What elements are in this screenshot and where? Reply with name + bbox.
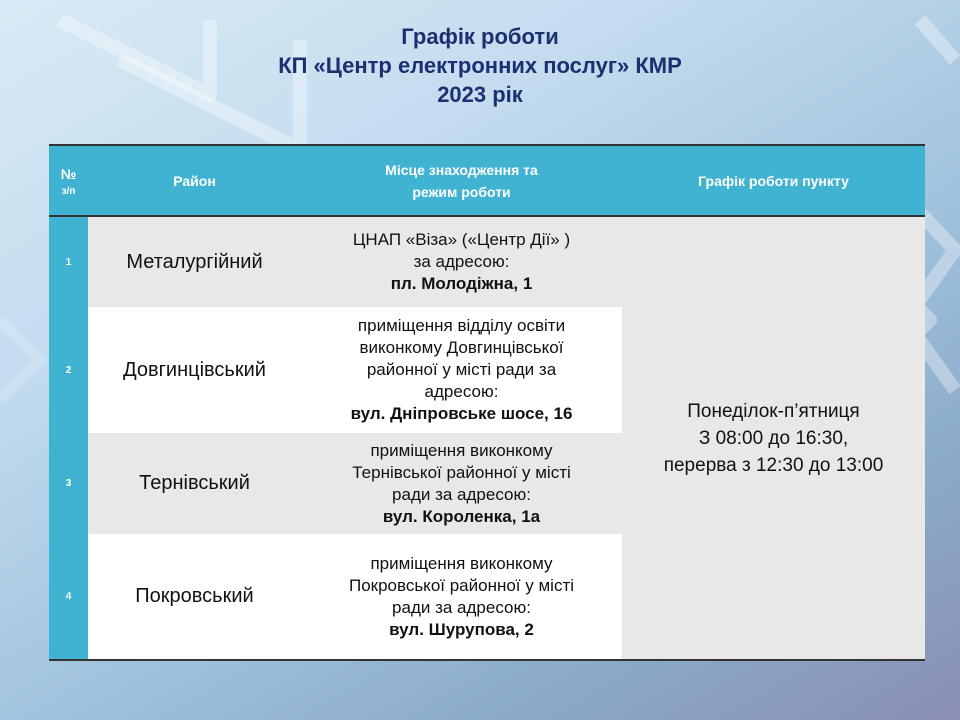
address-text: пл. Молодіжна, 1 — [390, 274, 533, 293]
district-cell: Довгинцівський — [88, 307, 301, 433]
schedule-cell — [622, 216, 925, 660]
schedule-line-3: перерва з 12:30 до 13:00 — [663, 454, 884, 476]
place-line: приміщення відділу освіти — [357, 316, 566, 335]
place-line: ради за адресою: — [392, 597, 531, 617]
place-line: ЦНАП «Віза» («Центр Дії» ) — [352, 230, 571, 249]
place-line: приміщення виконкому — [370, 440, 553, 460]
place-line: Покровської районної у місті — [348, 575, 575, 595]
header-number — [49, 145, 88, 216]
schedule-line-2: З 08:00 до 16:30, — [698, 427, 849, 449]
title-line-2: КП «Центр електронних послуг» КМР — [278, 53, 682, 78]
page-title — [0, 22, 960, 109]
table-header-row — [49, 145, 925, 216]
header-place-line-1: Місце знаходження та — [385, 161, 538, 178]
district-cell: Металургійний — [88, 216, 301, 307]
header-district: Район — [88, 145, 301, 216]
place-cell — [301, 534, 622, 660]
header-number-main: № — [60, 165, 77, 182]
place-line: Тернівської районної у місті — [352, 462, 571, 482]
row-number: 2 — [49, 307, 88, 433]
place-line: районної у місті ради за — [366, 360, 557, 379]
place-line: виконкому Довгинцівської — [359, 338, 564, 357]
district-cell: Тернівський — [88, 433, 301, 534]
place-line: за адресою: — [413, 252, 510, 271]
header-place — [301, 145, 622, 216]
title-line-3: 2023 рік — [437, 82, 523, 107]
table-row — [49, 216, 925, 307]
place-line: ради за адресою: — [392, 484, 531, 504]
row-number: 4 — [49, 534, 88, 660]
title-line-1: Графік роботи — [401, 24, 559, 49]
schedule-table — [49, 144, 925, 661]
schedule-line-1: Понеділок-п’ятниця — [687, 400, 860, 422]
header-schedule: Графік роботи пункту — [622, 145, 925, 216]
place-line: адресою: — [424, 382, 499, 401]
address-text: вул. Короленка, 1а — [382, 506, 541, 526]
place-cell — [301, 433, 622, 534]
address-text: вул. Дніпровське шосе, 16 — [350, 404, 573, 423]
place-cell — [301, 216, 622, 307]
address-text: вул. Шурупова, 2 — [389, 619, 534, 639]
place-cell — [301, 307, 622, 433]
place-line: приміщення виконкому — [370, 553, 553, 573]
header-number-sub: з/п — [61, 185, 76, 197]
district-cell: Покровський — [88, 534, 301, 660]
row-number: 3 — [49, 433, 88, 534]
row-number: 1 — [49, 216, 88, 307]
header-place-line-2: режим роботи — [412, 183, 511, 200]
